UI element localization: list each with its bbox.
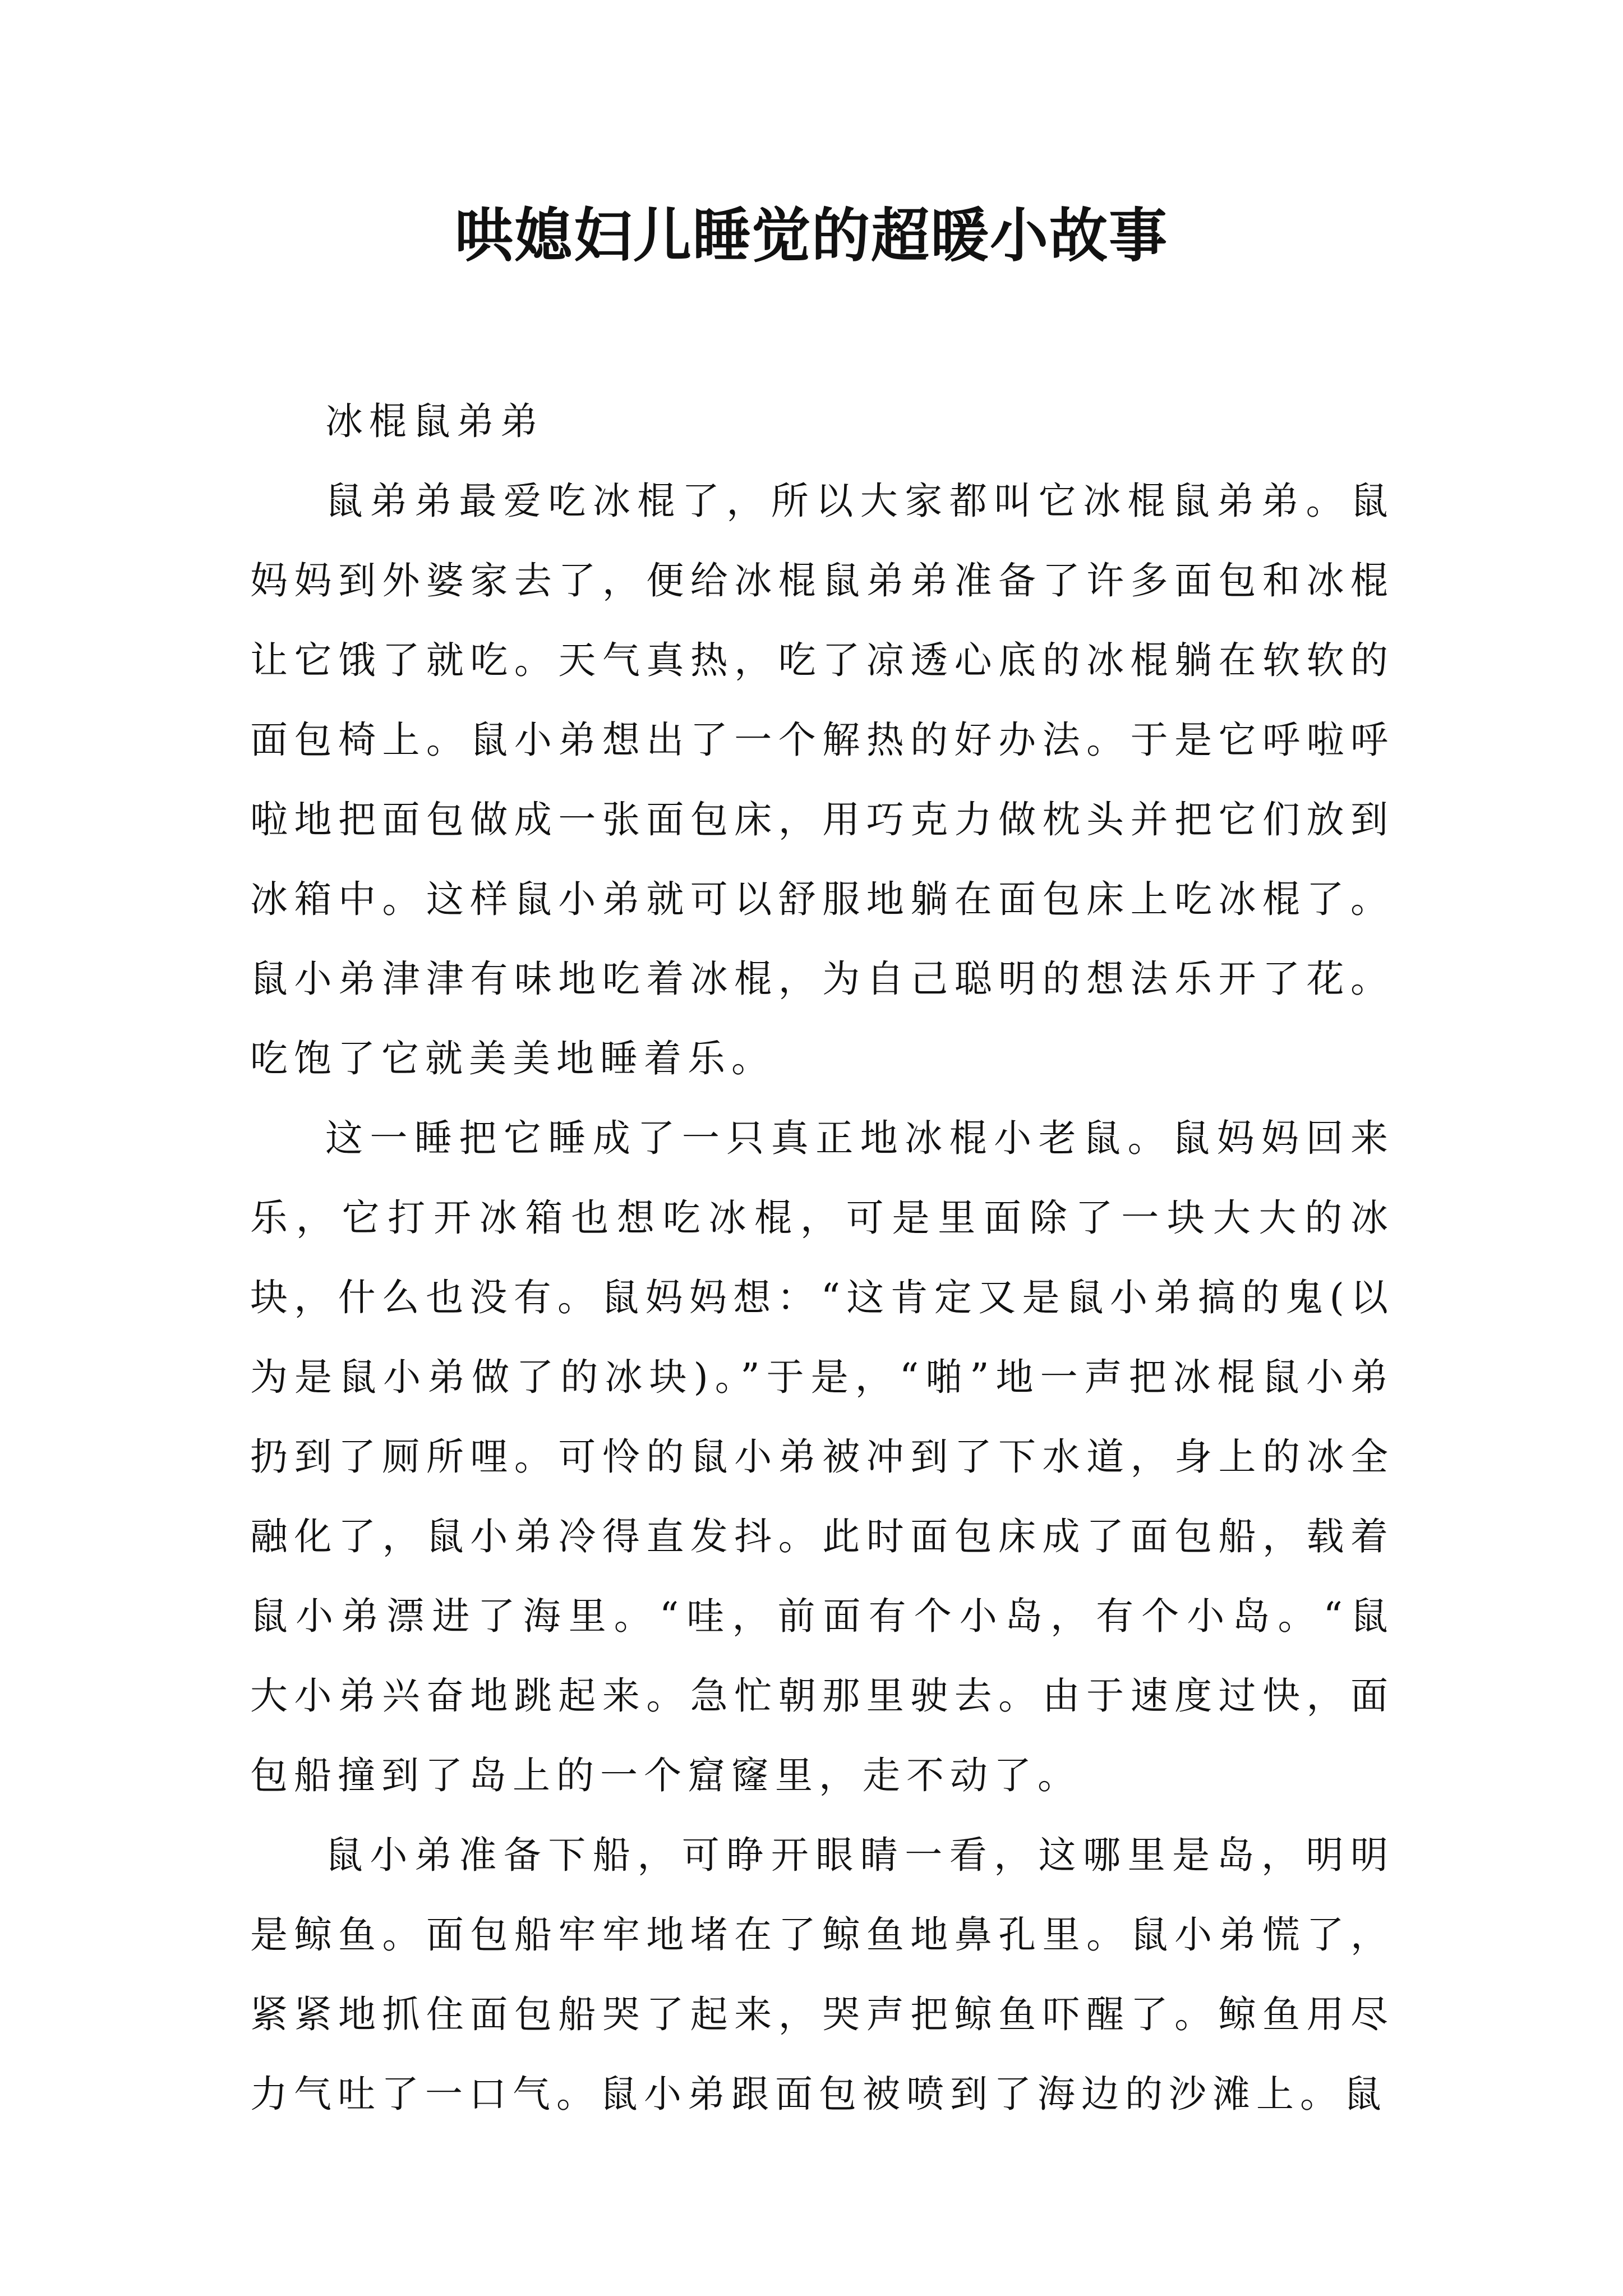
document-title: 哄媳妇儿睡觉的超暖小故事 bbox=[454, 201, 1168, 270]
document-body bbox=[250, 381, 1394, 2134]
paragraph: 鼠小弟准备下船，可睁开眼睛一看，这哪里是岛，明明是鲸鱼。面包船牢牢地堵在了鲸鱼地鼻孔里。鼠小弟慌了，紧紧地抓住面包船哭了起来，哭声把鲸鱼吓醒了。鲸鱼用尽力气吐了一口气。鼠小弟跟面包被喷到了海边的沙滩上。鼠 bbox=[250, 1833, 1394, 2116]
paragraph: 这一睡把它睡成了一只真正地冰棍小老鼠。鼠妈妈回来乐，它打开冰箱也想吃冰棍，可是里面除了一块大大的冰块，什么也没有。鼠妈妈想：“这肯定又是鼠小弟搞的鬼(以为是鼠小弟做了的冰块)。”于是，“啪”地一声把冰棍鼠小弟扔到了厕所哩。可怜的鼠小弟被冲到了下水道，身上的冰全融化了，鼠小弟冷得直发抖。此时面包床成了面包船，载着鼠小弟漂进了海里。“哇，前面有个小岛，有个小岛。“鼠大小弟兴奋地跳起来。急忙朝那里驶去。由于速度过快，面包船撞到了岛上的一个窟窿里，走不动了。 bbox=[250, 1116, 1394, 1797]
paragraph: 鼠弟弟最爱吃冰棍了，所以大家都叫它冰棍鼠弟弟。鼠妈妈到外婆家去了，便给冰棍鼠弟弟准备了许多面包和冰棍让它饿了就吃。天气真热，吃了凉透心底的冰棍躺在软软的面包椅上。鼠小弟想出了一个解热的好办法。于是它呼啦呼啦地把面包做成一张面包床，用巧克力做枕头并把它们放到冰箱中。这样鼠小弟就可以舒服地躺在面包床上吃冰棍了。鼠小弟津津有味地吃着冰棍，为自己聪明的想法乐开了花。吃饱了它就美美地睡着乐。 bbox=[250, 479, 1394, 1080]
story-subtitle: 冰棍鼠弟弟 bbox=[325, 399, 544, 443]
